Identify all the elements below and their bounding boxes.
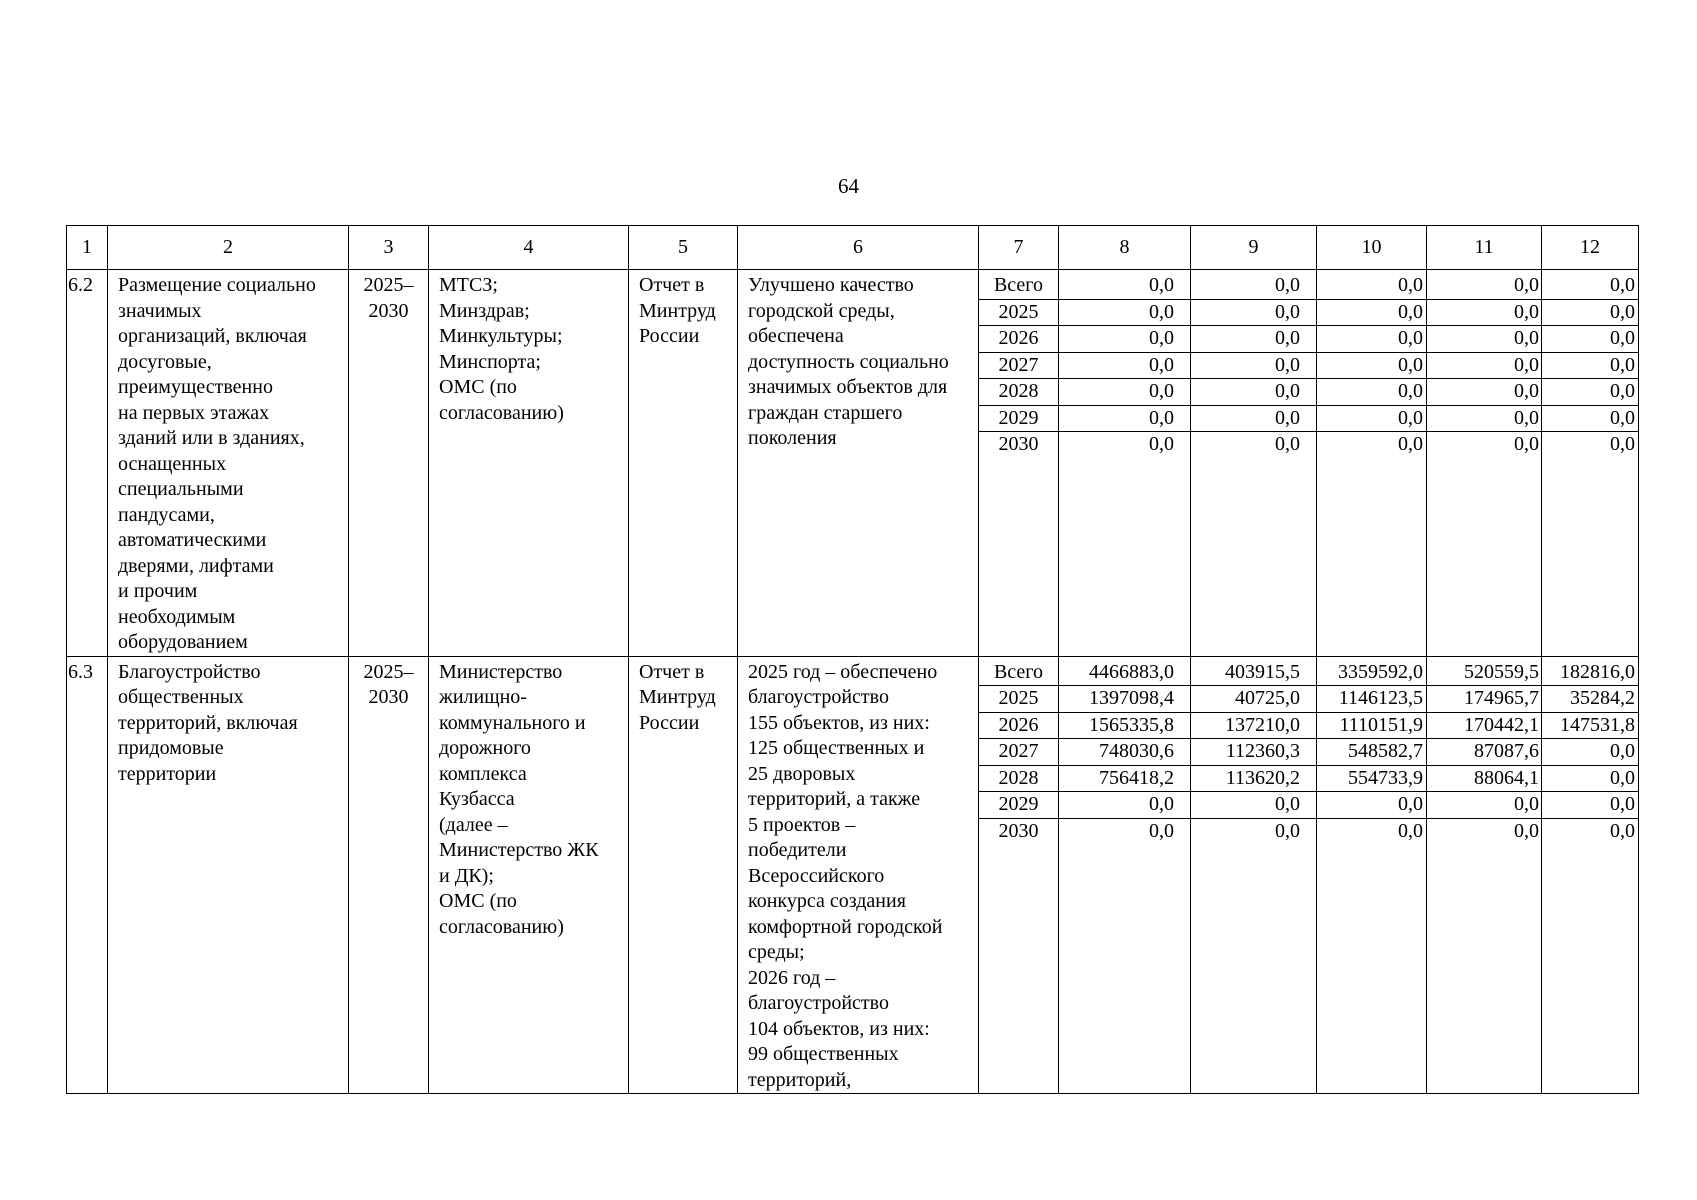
value-cell: Всего [979,660,1058,687]
value-cell: 756418,2 [1059,766,1190,793]
row-number: 6.3 [68,660,93,683]
value-cell: 0,0 [1275,433,1300,455]
value-cell: 3359592,0 [1317,660,1426,687]
value-cell: 2026 [979,713,1058,740]
value-cell: 1565335,8 [1059,713,1190,740]
years-list [979,273,1058,458]
value-cell: 0,0 [1191,406,1316,433]
value-cell: 170442,1 [1427,713,1541,740]
value-cell: 2028 [979,379,1058,406]
value-cell: 0,0 [1427,300,1541,327]
value-cell: 0,0 [1059,353,1190,380]
value-cell: 0,0 [1542,353,1638,380]
page-number: 64 [838,174,859,198]
value-cell: 748030,6 [1059,739,1190,766]
value-cell: 0,0 [1059,792,1190,819]
value-cell: 2028 [979,766,1058,793]
values-col-10 [1317,273,1426,458]
value-cell: 0,0 [1542,300,1638,327]
value-cell: 35284,2 [1542,686,1638,713]
value-cell: 0,0 [1398,819,1423,842]
value-cell: 0,0 [1149,433,1174,455]
values-col-8 [1059,660,1190,845]
column-number-row [67,226,1639,270]
values-col-8 [1059,273,1190,458]
value-cell: 0,0 [1427,379,1541,406]
values-col-12 [1542,660,1638,845]
value-cell: 88064,1 [1427,766,1541,793]
value-cell: 0,0 [1275,819,1300,842]
value-cell: 0,0 [1610,819,1635,842]
value-cell: 0,0 [1427,273,1541,300]
value-cell: 0,0 [1514,433,1539,455]
table-row-6-3 [67,656,1639,1094]
col-header: 4 [429,226,629,270]
value-cell: 0,0 [1542,326,1638,353]
col-header: 3 [349,226,429,270]
measure-name: Размещение социально значимых организаций, включая досуговые, преимущественно на первых этажах зданий или в зданиях, оснащенных специальными пандусами, автоматическими дверями, лифтами и прочим необходимым оборудованием [118,274,316,653]
value-cell: 0,0 [1191,326,1316,353]
value-cell: 1146123,5 [1317,686,1426,713]
value-cell: 548582,7 [1317,739,1426,766]
report-form: Отчет в Минтруд России [639,274,716,347]
values-col-11 [1427,660,1541,845]
value-cell: 0,0 [1317,326,1426,353]
col-header: 11 [1427,226,1542,270]
col-header: 10 [1317,226,1427,270]
value-cell: 0,0 [1317,353,1426,380]
value-cell: 0,0 [1542,273,1638,300]
value-cell: 113620,2 [1191,766,1316,793]
expected-result: 2025 год – обеспечено благоустройство 155 объектов, из них: 125 общественных и 25 дворовых территорий, а также 5 проектов – победители Всероссийского конкурса создания комфортной городской среды; 2026 год – благоустройство 104 объектов, из них: 99 общественных территорий, [748,660,943,1091]
col-header: 8 [1059,226,1191,270]
values-col-9 [1191,273,1316,458]
value-cell: 2026 [979,326,1058,353]
value-cell: 0,0 [1059,273,1190,300]
value-cell: 0,0 [1059,379,1190,406]
value-cell: 40725,0 [1191,686,1316,713]
values-col-11 [1427,273,1541,458]
value-cell: 520559,5 [1427,660,1541,687]
value-cell: 0,0 [1427,326,1541,353]
col-header: 7 [979,226,1059,270]
period: 2025– 2030 [363,660,414,708]
value-cell: 0,0 [1542,406,1638,433]
value-cell: 0,0 [1191,273,1316,300]
value-cell: 2029 [979,406,1058,433]
value-cell: 1110151,9 [1317,713,1426,740]
executors: МТСЗ; Минздрав; Минкультуры; Минспорта; ОМС (по согласованию) [439,274,564,424]
value-cell: 174965,7 [1427,686,1541,713]
value-cell: 2027 [979,739,1058,766]
value-cell: 182816,0 [1542,660,1638,687]
value-cell: 112360,3 [1191,739,1316,766]
measures-table [66,225,1639,1094]
value-cell: 0,0 [1514,819,1539,842]
value-cell: 0,0 [1542,766,1638,793]
value-cell: 0,0 [1427,792,1541,819]
value-cell: 0,0 [1542,739,1638,766]
value-cell: 0,0 [1317,300,1426,327]
report-form: Отчет в Минтруд России [639,660,716,734]
row-number: 6.2 [68,274,93,296]
value-cell: 554733,9 [1317,766,1426,793]
value-cell: 0,0 [1317,273,1426,300]
values-col-12 [1542,273,1638,458]
executors: Министерство жилищно- коммунального и дорожного комплекса Кузбасса (далее – Министерство ЖК и ДК); ОМС (по согласованию) [439,660,599,938]
value-cell: 2030 [998,433,1039,455]
value-cell: 0,0 [1059,406,1190,433]
col-header: 5 [629,226,738,270]
value-cell: 2025 [979,300,1058,327]
value-cell: 0,0 [1191,792,1316,819]
value-cell: Всего [979,273,1058,300]
value-cell: 0,0 [1149,819,1174,842]
value-cell: 0,0 [1059,326,1190,353]
value-cell: 87087,6 [1427,739,1541,766]
value-cell: 2025 [979,686,1058,713]
value-cell: 0,0 [1317,406,1426,433]
value-cell: 4466883,0 [1059,660,1190,687]
value-cell: 403915,5 [1191,660,1316,687]
value-cell: 1397098,4 [1059,686,1190,713]
value-cell: 0,0 [1191,300,1316,327]
value-cell: 0,0 [1610,433,1635,455]
value-cell: 0,0 [1191,379,1316,406]
value-cell: 2027 [979,353,1058,380]
value-cell: 2029 [979,792,1058,819]
value-cell: 0,0 [1317,379,1426,406]
value-cell: 0,0 [1398,433,1423,455]
value-cell: 0,0 [1317,792,1426,819]
values-col-9 [1191,660,1316,845]
col-header: 1 [67,226,108,270]
value-cell: 0,0 [1059,300,1190,327]
value-cell: 147531,8 [1542,713,1638,740]
value-cell: 2030 [998,819,1039,842]
col-header: 2 [108,226,349,270]
expected-result: Улучшено качество городской среды, обеспечена доступность социально значимых объектов для граждан старшего поколения [748,274,949,449]
measure-name: Благоустройство общественных территорий, включая придомовые территории [118,660,298,785]
table-row-6-2 [67,270,1639,657]
period: 2025– 2030 [363,274,414,322]
value-cell: 0,0 [1191,353,1316,380]
years-list [979,660,1058,845]
col-header: 12 [1542,226,1639,270]
value-cell: 0,0 [1427,353,1541,380]
value-cell: 0,0 [1542,792,1638,819]
value-cell: 0,0 [1542,379,1638,406]
value-cell: 0,0 [1427,406,1541,433]
col-header: 6 [738,226,979,270]
col-header: 9 [1191,226,1317,270]
value-cell: 137210,0 [1191,713,1316,740]
values-col-10 [1317,660,1426,845]
